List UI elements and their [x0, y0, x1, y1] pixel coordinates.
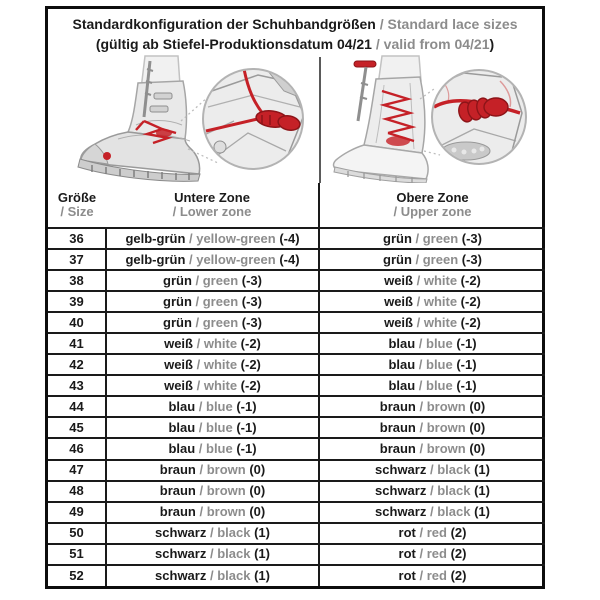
spec-sheet	[45, 6, 545, 589]
subtitle-english: / valid from 04/21	[371, 36, 490, 52]
brand-dot	[103, 152, 111, 160]
table-row	[48, 270, 545, 291]
upper-zone-cell: schwarz / black (1)	[319, 502, 545, 523]
lower-zone-cell: gelb-grün / yellow-green (-4)	[106, 228, 319, 249]
lace-size-table	[48, 183, 545, 586]
upper-zone-cell: rot / red (2)	[319, 544, 545, 565]
upper-zone-cell: schwarz / black (1)	[319, 481, 545, 502]
upper-zone-cell: weiß / white (-2)	[319, 291, 545, 312]
upper-zone-cell: braun / brown (0)	[319, 417, 545, 438]
lower-zone-cell: schwarz / black (1)	[106, 523, 319, 544]
header-upper-zone: Obere Zone / Upper zone	[319, 183, 545, 228]
table-row	[48, 228, 545, 249]
boot-upper-zone-illustration	[324, 55, 548, 183]
lower-zone-cell: blau / blue (-1)	[106, 438, 319, 459]
size-cell: 49	[48, 502, 106, 523]
lower-zone-cell: weiß / white (-2)	[106, 354, 319, 375]
header-size: Größe / Size	[48, 183, 106, 228]
size-cell: 52	[69, 568, 84, 584]
size-cell: 40	[48, 312, 106, 333]
lower-zone-cell: grün / green (-3)	[106, 291, 319, 312]
illustration-band	[48, 55, 542, 183]
title-line-1	[48, 14, 542, 34]
size-cell: 42	[48, 354, 106, 375]
upper-zone-cell: braun / brown (0)	[319, 396, 545, 417]
table-row	[48, 312, 545, 333]
upper-zone-cell: schwarz / black (1)	[319, 460, 545, 481]
table-row	[48, 417, 545, 438]
lower-zone-cell: grün / green (-3)	[106, 312, 319, 333]
upper-zone-magnifier	[432, 70, 526, 164]
lower-zone-magnifier	[203, 69, 304, 169]
title-german: Standardkonfiguration der Schuhbandgrößen	[72, 16, 376, 32]
red-pull-handle	[354, 61, 376, 67]
table-row	[48, 565, 545, 586]
upper-zone-cell: rot / red (2)	[319, 523, 545, 544]
boot-lower-zone-illustration	[48, 55, 318, 183]
table-row	[48, 333, 545, 354]
table-row	[48, 249, 545, 270]
size-cell: 43	[48, 375, 106, 396]
lower-zone-cell: blau / blue (-1)	[106, 417, 319, 438]
upper-zone-cell: rot / red (2)	[319, 565, 545, 586]
lower-zone-cell: grün / green (-3)	[106, 270, 319, 291]
lower-zone-cell: schwarz / black (1)	[106, 565, 319, 586]
upper-zone-cell: weiß / white (-2)	[319, 270, 545, 291]
table-row	[48, 375, 545, 396]
upper-zone-cell: blau / blue (-1)	[319, 333, 545, 354]
table-body	[48, 228, 545, 586]
table-row	[48, 544, 545, 565]
size-cell: 39	[48, 291, 106, 312]
size-cell: 46	[48, 438, 106, 459]
title-line-2	[48, 34, 542, 54]
upper-zone-cell: braun / brown (0)	[319, 438, 545, 459]
size-cell: 48	[48, 481, 106, 502]
size-cell: 44	[48, 396, 106, 417]
size-cell: 38	[48, 270, 106, 291]
lower-zone-cell: braun / brown (0)	[106, 460, 319, 481]
size-cell: 45	[48, 417, 106, 438]
size-cell: 37	[48, 249, 106, 270]
table-row	[48, 354, 545, 375]
lower-zone-cell: schwarz / black (1)	[106, 544, 319, 565]
size-cell: 51	[48, 544, 106, 565]
lower-zone-cell: blau / blue (-1)	[106, 396, 319, 417]
table-header-row	[48, 183, 545, 228]
upper-zone-cell: grün / green (-3)	[319, 228, 545, 249]
upper-zone-cell: blau / blue (-1)	[319, 354, 545, 375]
size-cell: 36	[48, 228, 106, 249]
lower-zone-cell: braun / brown (0)	[106, 481, 319, 502]
header-lower-zone: Untere Zone / Lower zone	[106, 183, 319, 228]
table-row	[48, 523, 545, 544]
subtitle-german: (gültig ab Stiefel-Produktionsdatum 04/21	[95, 36, 372, 52]
table-row	[48, 438, 545, 459]
size-cell: 41	[48, 333, 106, 354]
lower-zone-cell: weiß / white (-2)	[106, 333, 319, 354]
upper-zone-cell: grün / green (-3)	[319, 249, 545, 270]
zone-divider-line	[319, 57, 321, 183]
page-title	[48, 9, 542, 55]
title-english: / Standard lace sizes	[375, 16, 518, 32]
lower-zone-cell: braun / brown (0)	[106, 502, 319, 523]
lower-zone-cell: weiß / white (-2)	[106, 375, 319, 396]
size-cell: 50	[48, 523, 106, 544]
upper-zone-cell: blau / blue (-1)	[319, 375, 545, 396]
subtitle-close-paren: )	[489, 36, 495, 52]
lower-zone-cell: gelb-grün / yellow-green (-4)	[106, 249, 319, 270]
table-row	[48, 396, 545, 417]
upper-zone-cell: weiß / white (-2)	[319, 312, 545, 333]
size-cell: 47	[48, 460, 106, 481]
table-row	[48, 502, 545, 523]
table-row	[48, 481, 545, 502]
table-row	[48, 460, 545, 481]
table-row	[48, 291, 545, 312]
